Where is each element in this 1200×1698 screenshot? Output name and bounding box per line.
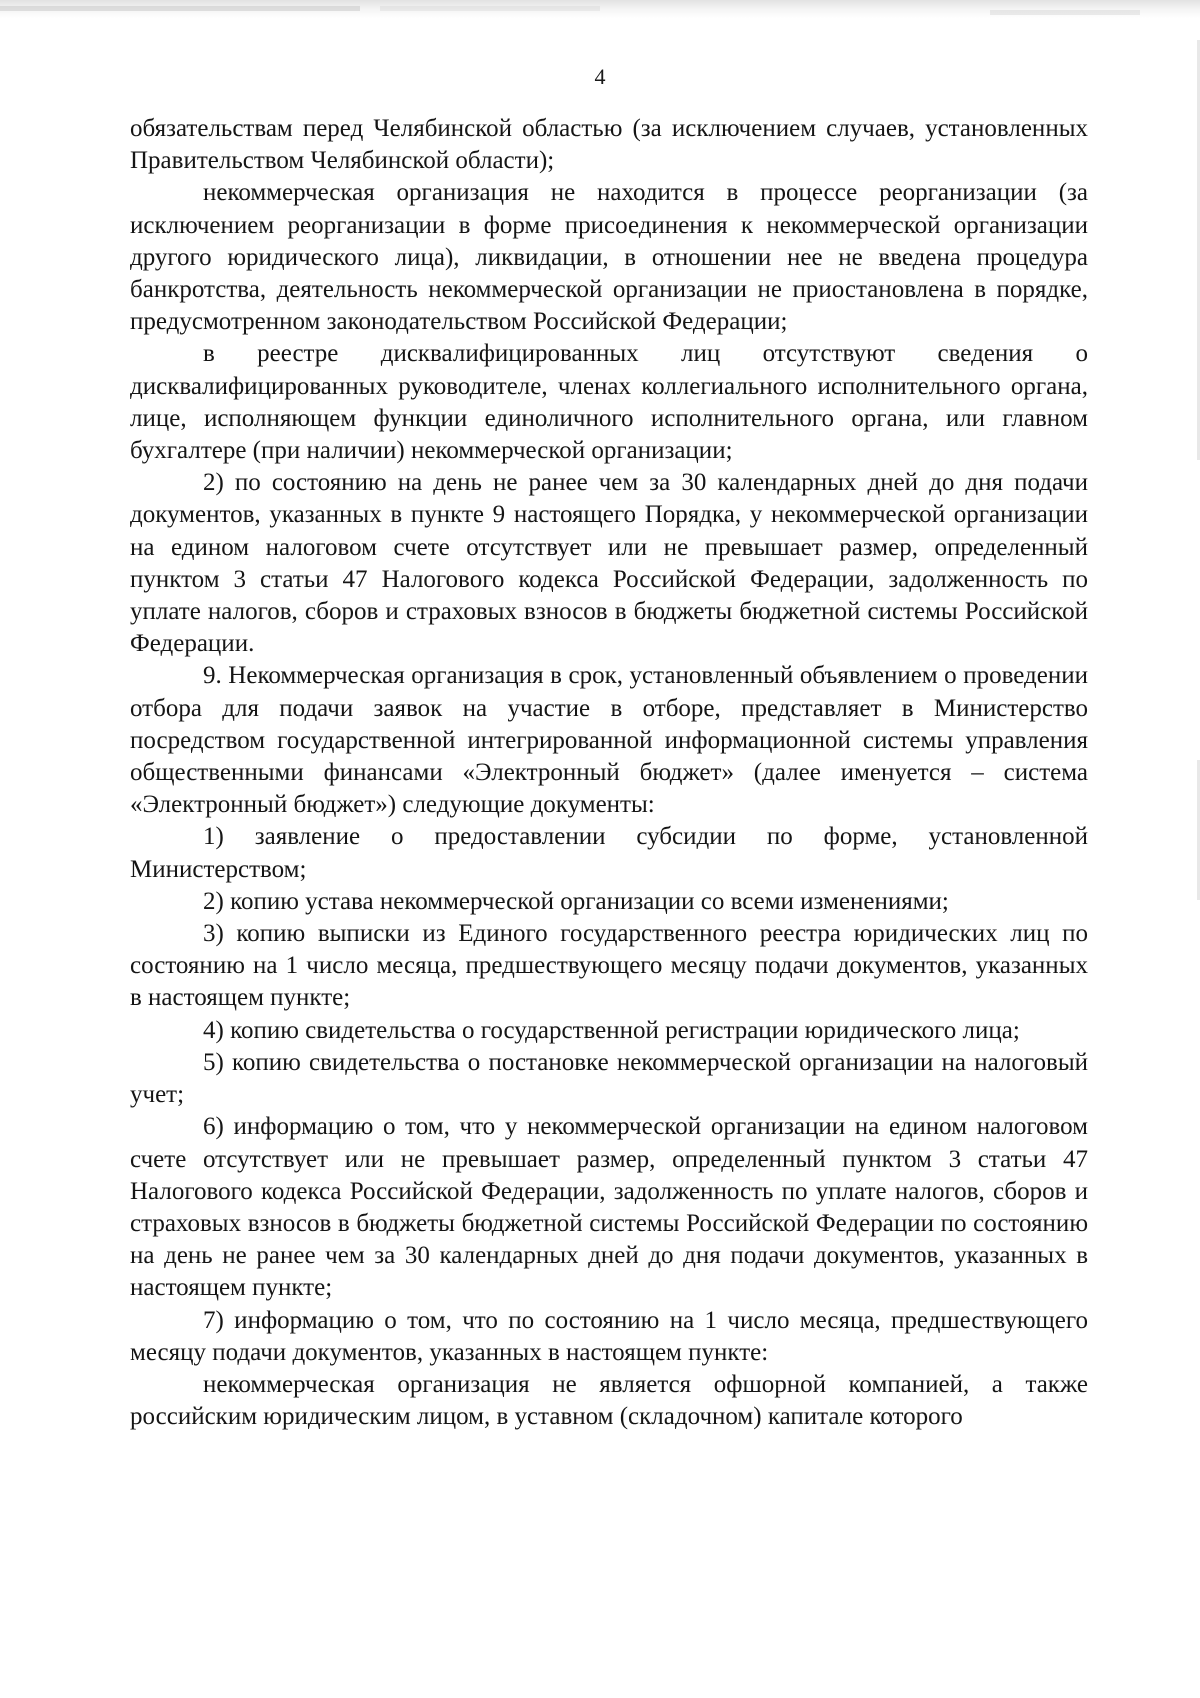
paragraph: некоммерческая организация не является офшорной компанией, а также российским юридическим лицом, в уставном (складочном) капитале которого xyxy=(130,1370,1088,1431)
paragraph: некоммерческая организация не находится в процессе реорганизации (за исключением реорганизации в форме присоединения к некоммерческой организации другого юридического лица), ликвидации, в отношении нее не введена процедура банкротства, деятельность некоммерческой организации не приостановлена в порядке, предусмотренном законодательством Российской Федерации; xyxy=(130,179,1088,336)
paragraph: обязательствам перед Челябинской областью (за исключением случаев, установленных Правительством Челябинской области); xyxy=(130,115,1088,175)
paragraph: в реестре дисквалифицированных лиц отсутствуют сведения о дисквалифицированных руководителе, членах коллегиального исполнительного органа, лице, исполняющем функции единоличного исполнительного органа, или главном бухгалтере (при наличии) некоммерческой организации; xyxy=(130,340,1088,465)
paragraph: 1) заявление о предоставлении субсидии по форме, установленной Министерством; xyxy=(130,823,1088,883)
paragraph: 4) копию свидетельства о государственной регистрации юридического лица; xyxy=(203,1016,1020,1044)
scan-artifact xyxy=(990,10,1140,15)
page-number: 4 xyxy=(594,64,606,89)
paragraph: 2) по состоянию на день не ранее чем за 30 календарных дней до дня подачи документов, указанных в пункте 9 настоящего Порядка, у некоммерческой организации на едином налоговом счете отсутствует или не превышает размер, определенный пунктом 3 статьи 47 Налогового кодекса Российской Федерации, задолженность по уплате налогов, сборов и страховых взносов в бюджеты бюджетной системы Российской Федерации. xyxy=(130,469,1088,658)
paragraph: 2) копию устава некоммерческой организации со всеми изменениями; xyxy=(203,887,949,915)
scan-artifact xyxy=(0,6,360,11)
paragraph: 3) копию выписки из Единого государственного реестра юридических лиц по состоянию на 1 число месяца, предшествующего месяцу подачи документов, указанных в настоящем пункте; xyxy=(130,920,1088,1012)
paragraph: 9. Некоммерческая организация в срок, установленный объявлением о проведении отбора для подачи заявок на участие в отборе, представляет в Министерство посредством государственной интегрированной информационной системы управления общественными финансами «Электронный бюджет» (далее именуется – система «Электронный бюджет») следующие документы: xyxy=(130,662,1088,819)
paragraph: 5) копию свидетельства о постановке некоммерческой организации на налоговый учет; xyxy=(130,1048,1088,1109)
paragraph: 6) информацию о том, что у некоммерческой организации на едином налоговом счете отсутствует или не превышает размер, определенный пунктом 3 статьи 47 Налогового кодекса Российской Федерации, задолженность по уплате налогов, сборов и страховых взносов в бюджеты бюджетной системы Российской Федерации по состоянию на день не ранее чем за 30 календарных дней до дня подачи документов, указанных в настоящем пункте; xyxy=(130,1113,1088,1302)
paragraph: 7) информацию о том, что по состоянию на 1 число месяца, предшествующего месяцу подачи документов, указанных в настоящем пункте: xyxy=(130,1306,1088,1366)
document-body xyxy=(130,113,1088,1433)
scan-artifact xyxy=(380,6,600,11)
